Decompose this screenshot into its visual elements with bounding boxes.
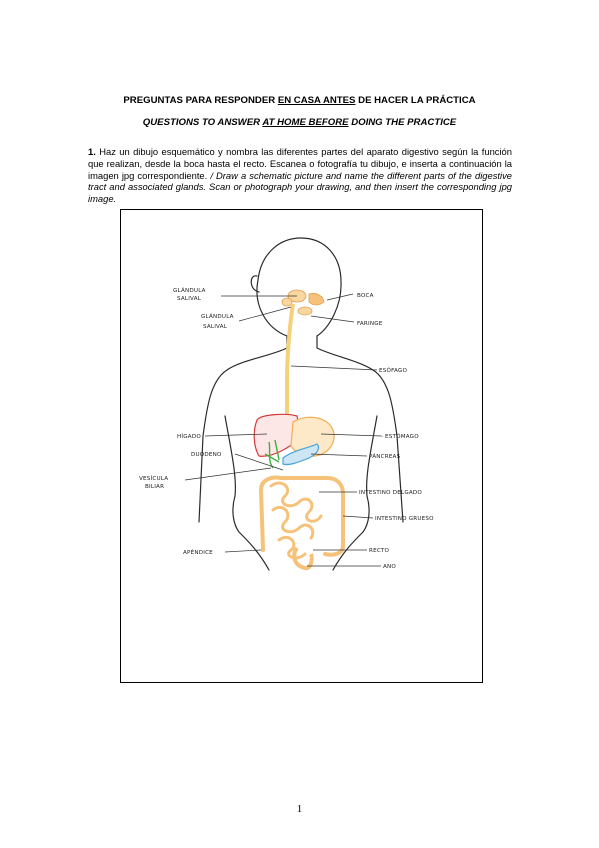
label-apendice: APÉNDICE (183, 550, 213, 556)
page-number: 1 (296, 803, 303, 815)
heading-es-underlined: EN CASA ANTES (277, 95, 356, 106)
salivary-glands (282, 290, 324, 315)
small-intestine (271, 483, 321, 558)
heading-en-part1: QUESTIONS TO ANSWER (142, 117, 263, 128)
heading-spanish (0, 95, 599, 106)
heading-es-part2: DE HACER LA PRÁCTICA (355, 95, 476, 106)
label-pancreas: PÁNCREAS (369, 454, 401, 460)
label-glandula-salival-2b: SALIVAL (203, 324, 228, 330)
label-boca: BOCA (357, 293, 374, 299)
heading-en-part2: DOING THE PRACTICE (348, 117, 457, 128)
label-glandula-salival-1a: GLÁNDULA (173, 288, 206, 294)
label-recto: RECTO (369, 548, 390, 554)
question-number: 1. (88, 146, 96, 157)
heading-english (0, 117, 599, 128)
label-higado: HÍGADO (177, 434, 201, 440)
label-esofago: ESÓFAGO (379, 368, 408, 374)
question-text-en: / Draw a schematic picture and name the different parts of the digestive tract and associated glands. Scan or photograph your drawing, and then insert the corresponding jpg image. (88, 169, 512, 205)
heading-es-part1: PREGUNTAS PARA RESPONDER (123, 95, 278, 106)
label-vesicula-b: BILIAR (145, 484, 165, 490)
body-outline (199, 238, 403, 570)
question-text-es: Haz un dibujo esquemático y nombra las diferentes partes del aparato digestivo según la función que realizan, desde la boca hasta el recto. Escanea o fotografía tu dibujo, e inserta a continuación la imagen jpg correspondiente. (88, 146, 512, 181)
answer-image-frame (120, 209, 483, 683)
label-glandula-salival-2a: GLÁNDULA (201, 314, 234, 320)
label-estomago: ESTÓMAGO (385, 434, 419, 440)
label-intestino-delgado: INTESTINO DELGADO (359, 490, 422, 496)
label-faringe: FARINGE (357, 321, 383, 327)
label-glandula-salival-1b: SALIVAL (177, 296, 202, 302)
digestive-system-diagram (121, 210, 482, 682)
label-duodeno: DUODENO (191, 452, 222, 458)
label-ano: ANO (383, 564, 397, 570)
label-vesicula-a: VESÍCULA (139, 476, 169, 482)
large-intestine (261, 478, 343, 555)
question-1 (88, 146, 512, 205)
label-intestino-grueso: INTESTINO GRUESO (375, 516, 434, 522)
heading-en-underlined: AT HOME BEFORE (262, 117, 349, 128)
